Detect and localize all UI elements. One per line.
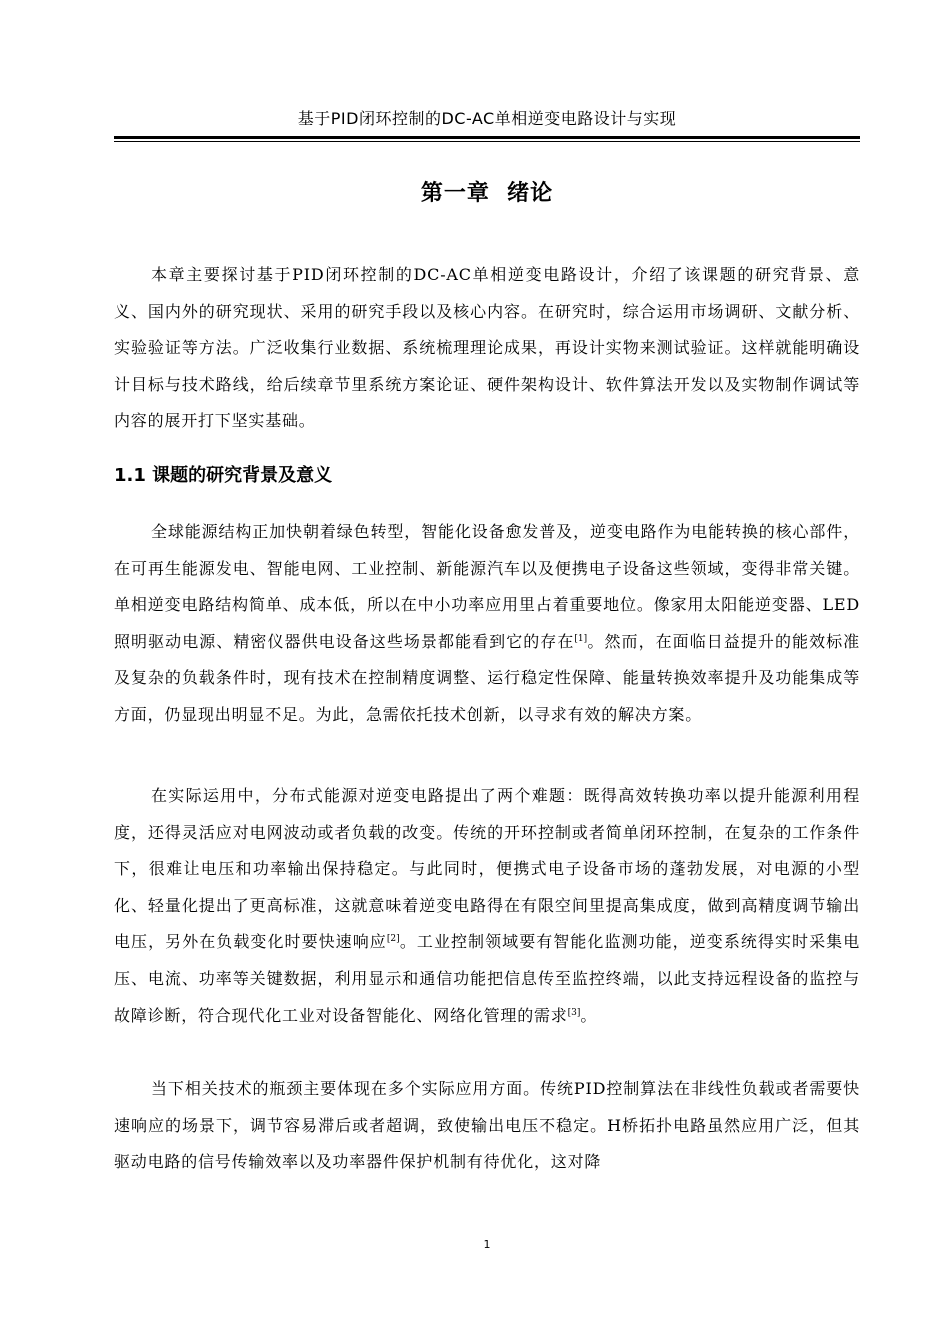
paragraph-text: 。然而，在面临日益提升的能效标准及复杂的负载条件时，现有技术在控制精度调整、运行稳定性保障、能量转换效率提升及功能集成等方面，仍显现出明显不足。为此，急需依托技术创新，以寻求有效的解决方案。	[114, 631, 860, 724]
body-paragraph-2	[114, 778, 860, 1034]
paragraph-text: 全球能源结构正加快朝着绿色转型，智能化设备愈发普及，逆变电路作为电能转换的核心部件，在可再生能源发电、智能电网、工业控制、新能源汽车以及便携电子设备这些领域，变得非常关键。单相逆变电路结构简单、成本低，所以在中小功率应用里占着重要地位。像家用太阳能逆变器、LED照明驱动电源、精密仪器供电设备这些场景都能看到它的存在	[114, 522, 860, 651]
running-header: 基于PID闭环控制的DC-AC单相逆变电路设计与实现	[297, 109, 677, 128]
body-paragraph-1	[114, 514, 860, 734]
citation-ref[interactable]: [2]	[386, 934, 400, 945]
paragraph-text: 。工业控制领域要有智能化监测功能，逆变系统得实时采集电压、电流、功率等关键数据，利用显示和通信功能把信息传至监控终端，以此支持远程设备的监控与故障诊断，符合现代化工业对设备智能化、网络化管理的需求	[114, 932, 860, 1025]
header-rule	[114, 136, 860, 139]
header-rule-secondary	[114, 141, 860, 142]
citation-ref[interactable]: [3]	[567, 1007, 581, 1018]
paragraph-text: 。	[580, 1005, 598, 1025]
body-paragraph-3: 当下相关技术的瓶颈主要体现在多个实际应用方面。传统PID控制算法在非线性负载或者需要快速响应的场景下，调节容易滞后或者超调，致使输出电压不稳定。H桥拓扑电路虽然应用广泛，但其驱动电路的信号传输效率以及功率器件保护机制有待优化，这对降	[114, 1079, 860, 1172]
paragraph-text: 在实际运用中，分布式能源对逆变电路提出了两个难题：既得高效转换功率以提升能源利用程度，还得灵活应对电网波动或者负载的改变。传统的开环控制或者简单闭环控制，在复杂的工作条件下，很难让电压和功率输出保持稳定。与此同时，便携式电子设备市场的蓬勃发展，对电源的小型化、轻量化提出了更高标准，这就意味着逆变电路得在有限空间里提高集成度，做到高精度调节输出电压，另外在负载变化时要快速响应	[114, 786, 860, 952]
section-heading: 1.1 课题的研究背景及意义	[114, 465, 333, 486]
page-number: 1	[483, 1238, 491, 1251]
intro-paragraph: 本章主要探讨基于PID闭环控制的DC-AC单相逆变电路设计，介绍了该课题的研究背景、意义、国内外的研究现状、采用的研究手段以及核心内容。在研究时，综合运用市场调研、文献分析、实验验证等方法。广泛收集行业数据、系统梳理理论成果，再设计实物来测试验证。这样就能明确设计目标与技术路线，给后续章节里系统方案论证、硬件架构设计、软件算法开发以及实物制作调试等内容的展开打下坚实基础。	[114, 265, 860, 431]
citation-ref[interactable]: [1]	[574, 633, 588, 644]
chapter-title: 第一章 绪论	[420, 181, 554, 206]
